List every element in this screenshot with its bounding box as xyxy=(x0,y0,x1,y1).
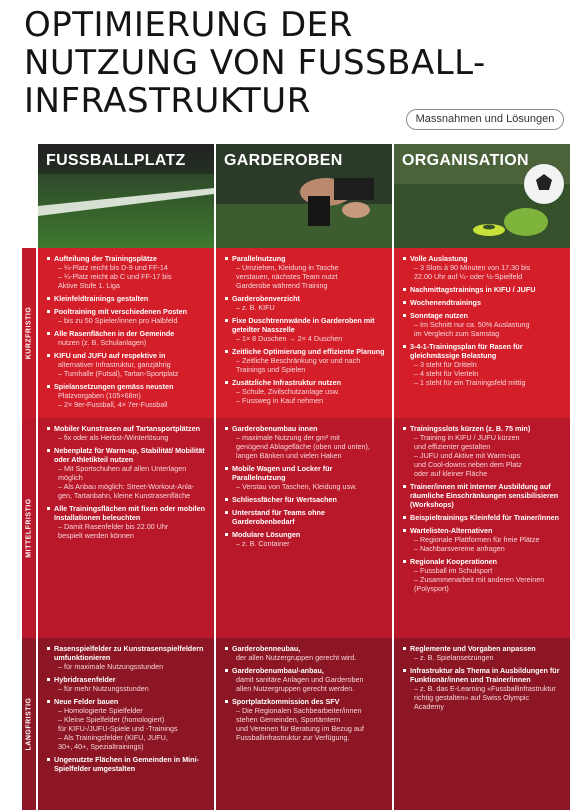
measure-detail: – Im Schnitt nur ca. 50% Auslastung xyxy=(414,320,530,329)
measure-detail: – für mehr Nutzungsstunden xyxy=(58,684,149,693)
cell-organisation-mid xyxy=(394,418,570,638)
measure-detail: – Fussball im Schulsport xyxy=(414,566,493,575)
measure-detail: – Zusammenarbeit mit anderen Vereinen xyxy=(414,575,545,584)
measure-item xyxy=(224,464,386,491)
measure-detail: – z. B. das E-Learning «Fussballinfrastruktur xyxy=(414,684,556,693)
measure-detail: – Verstau von Taschen, Kleidung usw. xyxy=(236,482,357,491)
measure-detail: – JUFU und Aktive mit Warm-ups xyxy=(414,451,520,460)
measure-item xyxy=(224,294,386,312)
measure-detail: und Vereinen für Beratung im Bezug auf xyxy=(236,724,364,733)
measure-detail: damit sanitäre Anlagen und Garderoben xyxy=(236,675,364,684)
measure-detail: richtig gestalten» auf Swiss Olympic xyxy=(414,693,530,702)
measure-item xyxy=(46,755,208,773)
measure-detail: – 1× 8 Duschen → 2× 4 Duschen xyxy=(236,334,343,343)
measure-title: Spielansetzungen gemäss neusten xyxy=(54,382,174,391)
measure-detail: – bis zu 50 Spieler/innen pro Halbfeld xyxy=(58,316,178,325)
poster-title xyxy=(24,6,564,120)
measure-title: KIFU und JUFU auf respektive in xyxy=(54,351,166,360)
row-label-short xyxy=(22,248,36,418)
measure-list xyxy=(46,254,208,409)
measure-list xyxy=(224,254,386,405)
measure-item xyxy=(224,254,386,290)
measure-list xyxy=(402,254,564,387)
measure-detail: Garderobe während Training xyxy=(236,281,328,290)
title-line-1: OPTIMIERUNG DER xyxy=(24,5,353,45)
measure-title: Kleinfeldtrainings gestalten xyxy=(54,294,149,303)
measure-title: Infrastruktur als Thema in Ausbildungen für Funktionär/innen und Trainer/innen xyxy=(410,666,560,684)
measure-detail: im Vergleich zum Samstag xyxy=(414,329,500,338)
cell-garderoben-mid xyxy=(216,418,392,638)
measure-detail: – z. B. Container xyxy=(236,539,290,548)
measure-detail: der allen Nutzergruppen gerecht wird. xyxy=(236,653,357,662)
measure-title: Modulare Lösungen xyxy=(232,530,301,539)
measure-detail: – Damit Rasenfelder bis 22.00 Uhr xyxy=(58,522,169,531)
measure-item xyxy=(46,351,208,378)
measure-detail: – maximale Nutzung der gm² mit xyxy=(236,433,340,442)
measure-title: 3-4-1-Trainingsplan für Rasen für gleichmässige Belastung xyxy=(410,342,523,360)
measure-detail: – Als Trainingsfelder (KIFU, JUFU, xyxy=(58,733,168,742)
measure-item xyxy=(46,329,208,347)
measure-item xyxy=(46,446,208,500)
measure-detail: allen Nutzergruppen gerecht werden. xyxy=(236,684,355,693)
measure-detail: – z. B. KIFU xyxy=(236,303,275,312)
measure-title: Aufteilung der Trainingsplätze xyxy=(54,254,158,263)
measure-title: Zusätzliche Infrastruktur nutzen xyxy=(232,378,342,387)
measure-title: Garderobenneubau, xyxy=(232,644,301,653)
measure-detail: – Kleine Spielfelder (homologiert) xyxy=(58,715,165,724)
cell-garderoben-short xyxy=(216,248,392,418)
measure-detail: nutzen (z. B. Schulanlagen) xyxy=(58,338,147,347)
measure-item xyxy=(46,697,208,751)
measure-detail: Fussballinfrastruktur zur Verfügung. xyxy=(236,733,350,742)
measure-detail: – Nachbarsvereine anfragen xyxy=(414,544,505,553)
measure-item xyxy=(46,294,208,303)
measure-detail: – fix oder als Herbst-/Winterlösung xyxy=(58,433,169,442)
measure-list xyxy=(46,644,208,773)
measure-detail: – Turnhalle (Futsal), Tartan-Sportplatz xyxy=(58,369,179,378)
measure-title: Beispieltrainings Kleinfeld für Trainer/innen xyxy=(410,513,559,522)
measure-item xyxy=(46,382,208,409)
measure-detail: 30+, 40+, Spezialtrainings) xyxy=(58,742,144,751)
measure-detail: und effizienter gestalten xyxy=(414,442,491,451)
measure-list xyxy=(402,424,564,593)
measure-item xyxy=(46,307,208,325)
measure-title: Garderobenumbau/-anbau, xyxy=(232,666,324,675)
measure-detail: – 3 steht für Dritteln xyxy=(414,360,477,369)
column-header-organisation xyxy=(394,144,570,248)
column-fussballplatz xyxy=(38,144,214,810)
measure-detail: Academy xyxy=(414,702,444,711)
measure-detail: – für maximale Nutzungsstunden xyxy=(58,662,164,671)
measure-detail: – Training in KIFU / JUFU kürzen xyxy=(414,433,520,442)
measure-title: Nachmittagstrainings in KIFU / JUFU xyxy=(410,285,536,294)
cell-fussballplatz-long xyxy=(38,638,214,810)
measure-title: Neue Felder bauen xyxy=(54,697,119,706)
column-organisation xyxy=(394,144,570,810)
measure-detail: – Umziehen, Kleidung in Tasche xyxy=(236,263,339,272)
measure-title: Volle Auslastung xyxy=(410,254,468,263)
measure-item xyxy=(402,311,564,338)
measure-detail: – Fussweg in Kauf nehmen xyxy=(236,396,324,405)
measure-detail: – z. B. Spielansetzungen xyxy=(414,653,494,662)
column-title-garderoben: GARDEROBEN xyxy=(224,152,343,169)
measure-title: Garderobenumbau innen xyxy=(232,424,318,433)
measure-item xyxy=(402,424,564,478)
measure-detail: – Die Regionalen Sachbearbeiter/innen xyxy=(236,706,362,715)
row-label-mid xyxy=(22,418,36,638)
measure-item xyxy=(402,666,564,711)
measure-title: Mobile Wagen und Locker für Parallelnutzung xyxy=(232,464,333,482)
measure-title: Garderobenverzicht xyxy=(232,294,300,303)
measure-detail: – Als Anbau möglich: Street-Workout-Anla- xyxy=(58,482,195,491)
column-title-fussballplatz: FUSSBALLPLATZ xyxy=(46,152,186,169)
measure-title: Pooltraining mit verschiedenen Posten xyxy=(54,307,187,316)
cell-fussballplatz-mid xyxy=(38,418,214,638)
row-label-long xyxy=(22,638,36,810)
measure-title: Wartelisten-Alternativen xyxy=(410,526,493,535)
measure-detail: langen Bänken und vielen Haken xyxy=(236,451,342,460)
measure-item xyxy=(46,675,208,693)
measure-item xyxy=(402,285,564,294)
measure-item xyxy=(402,526,564,553)
measure-item xyxy=(46,644,208,671)
measure-item xyxy=(224,644,386,662)
measure-detail: (Polysport) xyxy=(414,584,449,593)
measure-detail: – 4 steht für Vierteln xyxy=(414,369,479,378)
measure-item xyxy=(224,347,386,374)
cell-organisation-long xyxy=(394,638,570,810)
subtitle-badge: Massnahmen und Lösungen xyxy=(406,109,564,130)
measure-title: Rasenspielfelder zu Kunstrasenspielfeldern umfunktionieren xyxy=(54,644,204,662)
column-header-fussballplatz xyxy=(38,144,214,248)
measure-list xyxy=(46,424,208,540)
measure-item xyxy=(402,513,564,522)
measure-detail: für KIFU-/JUFU-Spiele und -Trainings xyxy=(58,724,178,733)
measure-list xyxy=(224,424,386,548)
measure-detail: – 1 steht für ein Trainingsfeld mittig xyxy=(414,378,526,387)
measure-detail: verstauen, nächstes Team nutzt xyxy=(236,272,338,281)
row-label-mid-text: MITTELFRISTIG xyxy=(25,498,33,558)
measure-detail: – 2× 9er-Fussball, 4× 7er-Fussball xyxy=(58,400,168,409)
measure-title: Schliessfächer für Wertsachen xyxy=(232,495,337,504)
measure-detail: genügend Ablagefläche (oben und unten), xyxy=(236,442,370,451)
measure-detail: stehen Gemeinden, Sportämtern xyxy=(236,715,341,724)
measure-item xyxy=(402,342,564,387)
measure-title: Alle Trainingsflächen mit fixen oder mobilen Installationen beleuchten xyxy=(54,504,205,522)
measure-detail: – Zeitliche Beschränkung vor und nach xyxy=(236,356,361,365)
measure-detail: bespielt werden können xyxy=(58,531,134,540)
cell-garderoben-long xyxy=(216,638,392,810)
column-title-organisation: ORGANISATION xyxy=(402,152,529,169)
measure-item xyxy=(46,504,208,540)
measure-item xyxy=(224,424,386,460)
measure-list xyxy=(224,644,386,742)
measure-item xyxy=(224,378,386,405)
measure-detail: 22.00 Uhr auf ¼- oder ½-Spielfeld xyxy=(414,272,523,281)
measure-detail: und Cool-downs neben dem Platz xyxy=(414,460,522,469)
measure-detail: Aktive Stufe 1. Liga xyxy=(58,281,120,290)
measure-detail: – Homologierte Spielfelder xyxy=(58,706,143,715)
measure-detail: oder auf kleiner Fläche xyxy=(414,469,488,478)
measure-title: Trainer/innen mit interner Ausbildung auf räumliche Einschränkungen sensibilisieren (Workshops) xyxy=(410,482,559,509)
measure-title: Mobiler Kunstrasen auf Tartansportplätzen xyxy=(54,424,201,433)
measure-title: Trainingsslots kürzen (z. B. 75 min) xyxy=(410,424,531,433)
measure-detail: – Regionale Plattformen für freie Plätze xyxy=(414,535,540,544)
column-garderoben xyxy=(216,144,392,810)
title-line-2: NUTZUNG VON FUSSBALL- xyxy=(24,43,486,83)
measure-title: Reglemente und Vorgaben anpassen xyxy=(410,644,536,653)
measure-title: Fixe Duschtrennwände in Garderoben mit geteilter Nasszelle xyxy=(232,316,375,334)
measure-item xyxy=(224,666,386,693)
measure-detail: – Mit Sportschuhen auf allen Unterlagen xyxy=(58,464,187,473)
measure-detail: gen, Tartanbahn, kleine Kunstrasenfläche xyxy=(58,491,191,500)
measure-title: Unterstand für Teams ohne Garderobenbedarf xyxy=(232,508,325,526)
measure-detail: – ¼-Platz reicht bis D-9 und FF-14 xyxy=(58,263,168,272)
measure-title: Ungenutzte Flächen in Gemeinden in Mini-Spielfelder umgestalten xyxy=(54,755,199,773)
title-line-3: INFRASTRUKTUR xyxy=(24,81,311,121)
measure-item xyxy=(224,316,386,343)
measure-item xyxy=(224,697,386,742)
measure-detail: – Schule, Zivilschutzanlage usw. xyxy=(236,387,340,396)
measure-detail: möglich xyxy=(58,473,83,482)
measure-item xyxy=(224,495,386,504)
cell-fussballplatz-short xyxy=(38,248,214,418)
measure-item xyxy=(402,298,564,307)
measure-item xyxy=(46,424,208,442)
measure-item xyxy=(402,557,564,593)
measure-detail: alternativer Infrastruktur, ganzjährig xyxy=(58,360,171,369)
measure-title: Zeitliche Optimierung und effiziente Planung xyxy=(232,347,385,356)
measure-title: Alle Rasenflächen in der Gemeinde xyxy=(54,329,175,338)
column-header-garderoben xyxy=(216,144,392,248)
row-label-long-text: LANGFRISTIG xyxy=(25,697,33,751)
measure-detail: – 3 Slots à 90 Minuten von 17.30 bis xyxy=(414,263,531,272)
measure-detail: Platzvorgaben (105×68m) xyxy=(58,391,141,400)
row-label-short-text: KURZFRISTIG xyxy=(25,306,33,360)
timeframe-sidebar xyxy=(22,144,36,810)
measure-item xyxy=(46,254,208,290)
measure-title: Sonntage nutzen xyxy=(410,311,468,320)
measure-detail: – ¼-Platz reicht ab C und FF-17 bis xyxy=(58,272,172,281)
measure-title: Hybridrasenfelder xyxy=(54,675,116,684)
measure-title: Sportplatzkommission des SFV xyxy=(232,697,340,706)
measure-item xyxy=(224,530,386,548)
measure-item xyxy=(402,644,564,662)
measure-list xyxy=(402,644,564,711)
cell-organisation-short xyxy=(394,248,570,418)
measure-item xyxy=(402,254,564,281)
measure-title: Parallelnutzung xyxy=(232,254,286,263)
measure-item xyxy=(224,508,386,526)
measure-title: Nebenplatz für Warm-up, Stabilität/ Mobilität oder Athletikteil nutzen xyxy=(54,446,205,464)
measure-title: Regionale Kooperationen xyxy=(410,557,498,566)
measures-grid xyxy=(22,144,570,810)
measure-detail: Trainings und Spielen xyxy=(236,365,306,374)
measure-item xyxy=(402,482,564,509)
measure-title: Wochenendtrainings xyxy=(410,298,481,307)
